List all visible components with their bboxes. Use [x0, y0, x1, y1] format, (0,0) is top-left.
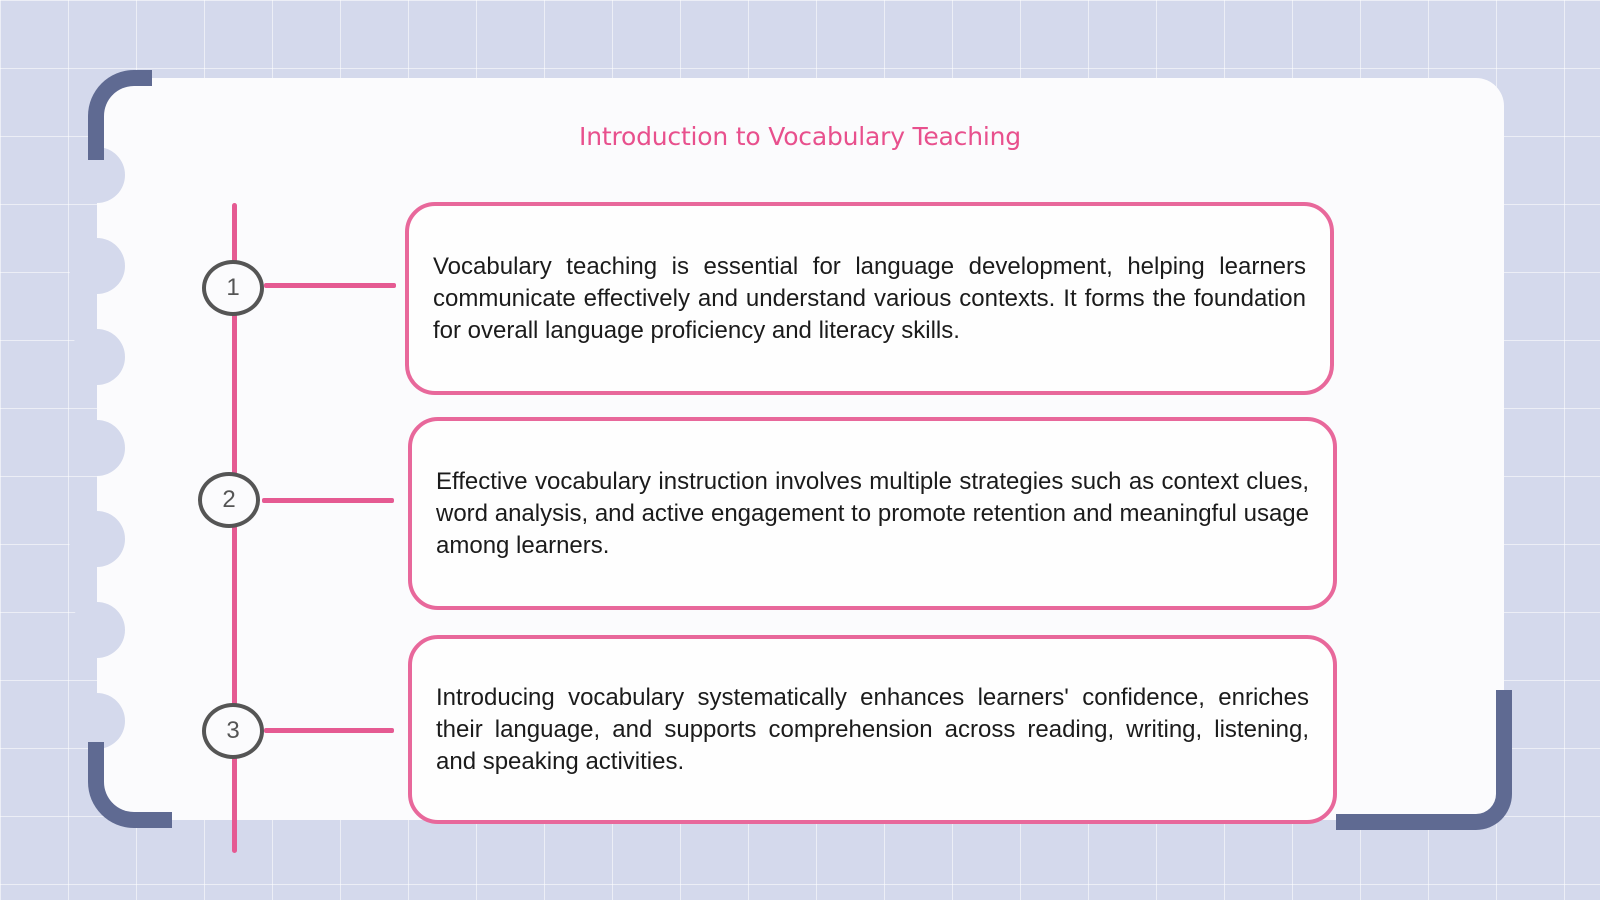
slide-title: Introduction to Vocabulary Teaching	[579, 122, 1021, 151]
content-box-3	[408, 635, 1337, 824]
notebook-scallop	[69, 693, 125, 749]
content-text-1: Vocabulary teaching is essential for language development, helping learners communicate effectively and understand various contexts. It forms the foundation for overall language proficiency and literacy skills.	[433, 252, 1306, 344]
timeline-connector	[264, 283, 396, 288]
step-number-1: 1	[202, 260, 264, 316]
content-text-3: Introducing vocabulary systematically enhances learners' confidence, enriches their language, and supports comprehension across reading, writing, listening, and speaking activities.	[436, 683, 1309, 775]
frame-corner-bottom-left	[88, 742, 172, 828]
step-number-3: 3	[202, 703, 264, 759]
content-text-2: Effective vocabulary instruction involves multiple strategies such as context clues, word analysis, and active engagement to promote retention and meaningful usage among learners.	[436, 467, 1309, 559]
content-box-1	[405, 202, 1334, 395]
notebook-scallop	[69, 602, 125, 658]
step-number-2: 2	[198, 472, 260, 528]
notebook-scallop	[69, 511, 125, 567]
notebook-scallop	[69, 238, 125, 294]
timeline-connector	[262, 498, 394, 503]
notebook-scallop	[69, 420, 125, 476]
timeline-connector	[264, 728, 394, 733]
notebook-scallop	[69, 329, 125, 385]
frame-corner-bottom-right	[1336, 690, 1512, 830]
content-box-2	[408, 417, 1337, 610]
